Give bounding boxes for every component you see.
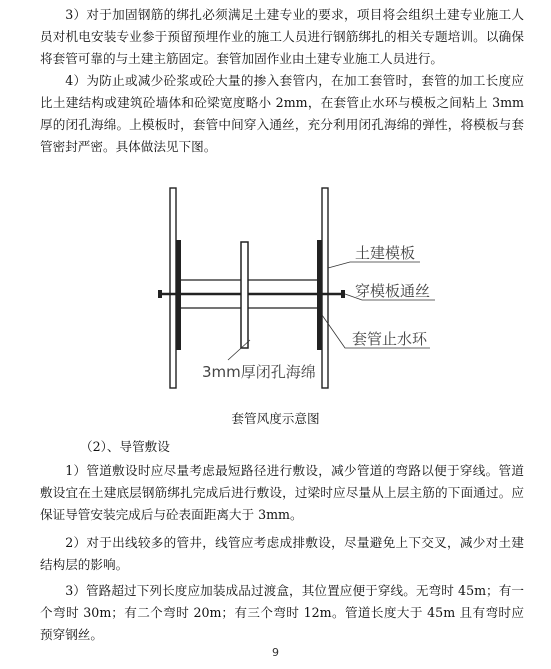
right-formwork [322,188,328,388]
figure-caption: 套管风度示意图 [231,411,320,426]
left-formwork [170,188,176,388]
water-stop-ring [241,242,248,348]
sponge-left [176,240,181,350]
leader-formwork [328,262,420,268]
sleeve-diagram [150,180,460,395]
paragraph-conduit-routing: 1）管道敷设时应尽量考虑最短路径进行敷设，减少管道的弯路以便于穿线。管道敷设宜在土建底层钢筋绑扎完成后进行敷设，过梁时应尽量从上层主筋的下面通过。应保证导管安装完成后与砼表面距离大于 3mm。 [40,463,524,522]
paragraph-conduit-length: 3）管路超过下列长度应加装成品过渡盒，其位置应便于穿线。无弯时 45m；有一个弯时 30m；有二个弯时 20m；有三个弯时 12m。管道长度大于 45m 且有弯时应预穿钢丝。 [40,583,524,642]
rod-end-left [158,290,162,298]
label-through-rod: 穿模板通丝 [355,282,431,300]
page-number: 9 [272,646,279,659]
label-formwork: 土建模板 [355,244,416,262]
sponge-right [317,240,322,350]
paragraph-reinforcement: 3）对于加固钢筋的绑扎必须满足土建专业的要求，项目将会组织土建专业施工人员对机电安装专业参于预留预埋作业的施工人员进行钢筋绑扎的相关专题培训。以确保将套管可靠的与土建主筋固定。套管加固作业由土建专业施工人员进行。 [40,7,524,66]
label-water-stop-ring: 套管止水环 [352,330,428,348]
section-heading: （2）、导管敷设 [80,439,170,454]
rod-end-right [341,290,345,298]
label-sponge: 3mm厚闭孔海绵 [202,363,316,381]
paragraph-conduit-rows: 2）对于出线较多的管井，线管应考虑成排敷设，尽量避免上下交叉，减少对土建结构层的影响。 [40,535,524,572]
paragraph-sleeve-processing: 4）为防止或减少砼浆或砼大量的掺入套管内，在加工套管时，套管的加工长度应比土建结构或建筑砼墙体和砼梁宽度略小 2mm，在套管止水环与模板之间粘上 3mm 厚的闭孔海绵。上模板时，套管中间穿入通丝，充分利用闭孔海绵的弹性，将模板与套管密封严密。具体做法见下图。 [40,73,524,154]
leader-sponge [228,340,250,360]
